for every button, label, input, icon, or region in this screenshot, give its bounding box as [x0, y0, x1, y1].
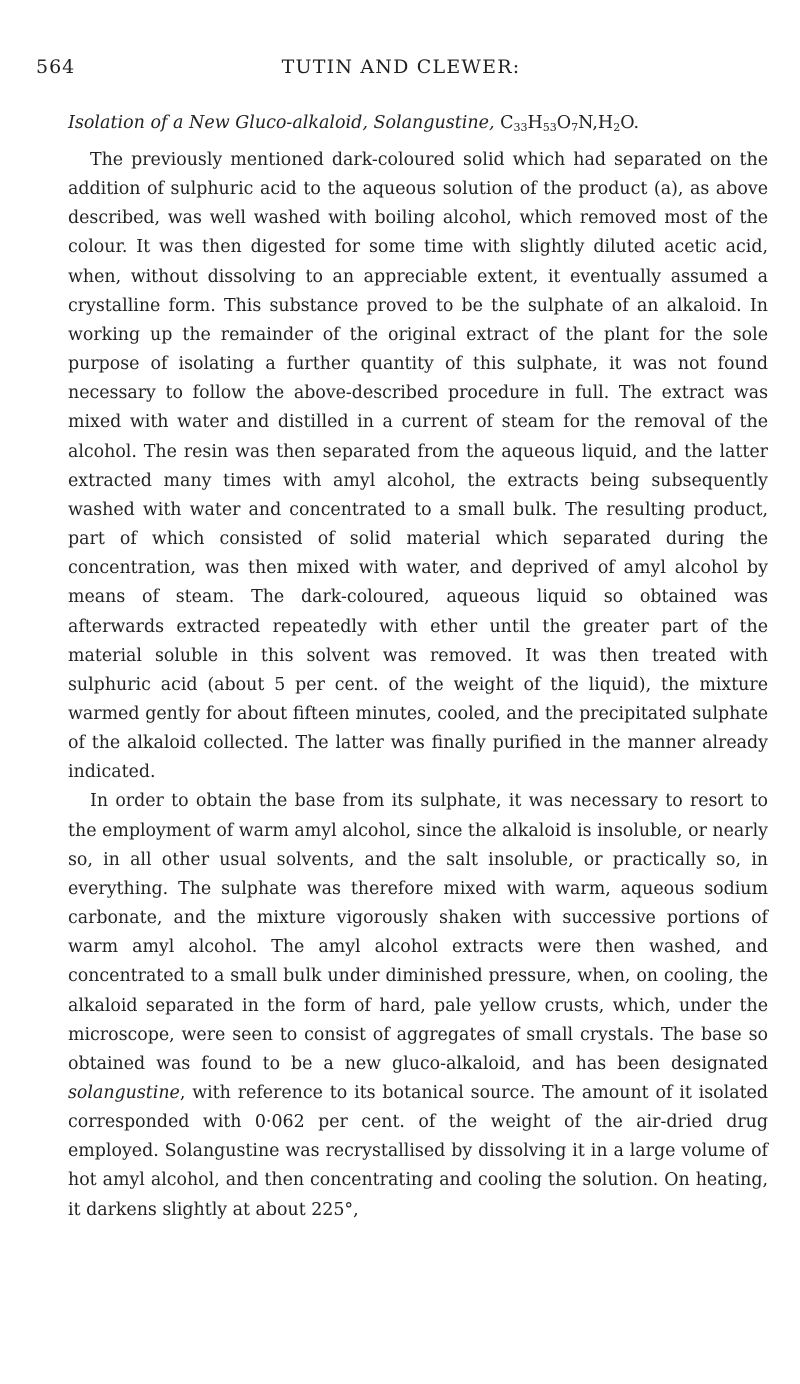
body-text [68, 146, 768, 1225]
italic-term: solangustine [68, 1083, 180, 1103]
running-title: TUTIN AND CLEWER: [281, 56, 521, 78]
paragraph-1: The previously mentioned dark-coloured solid which had separated on the addition of sulphuric acid to the aqueous solution of the product (a), as above described, was well washed with boiling alcohol, which removed most of the colour. It was then digested for some time with slightly diluted acetic acid, when, without dissolving to an appreciable extent, it eventually assumed a crystalline form. This substance proved to be the sulphate of an alkaloid. In working up the remainder of the original extract of the plant for the sole purpose of isolating a further quantity of this sulphate, it was not found necessary to follow the above-described procedure in full. The extract was mixed with water and distilled in a current of steam for the removal of the alcohol. The resin was then separated from the aqueous liquid, and the latter extracted many times with amyl alcohol, the extracts being subsequently washed with water and concentrated to a small bulk. The resulting product, part of which consisted of solid material which separated during the concentration, was then mixed with water, and deprived of amyl alcohol by means of steam. The dark-coloured, aqueous liquid so obtained was afterwards extracted repeatedly with ether until the greater part of the material soluble in this solvent was removed. It was then treated with sulphuric acid (about 5 per cent. of the weight of the liquid), the mixture warmed gently for about fifteen minutes, cooled, and the precipitated sulphate of the alkaloid collected. The latter was finally purified in the manner already indicated. [68, 150, 768, 783]
section-title-text: Isolation of a New Gluco-alkaloid, Solangustine, [68, 113, 501, 133]
paragraph-2: In order to obtain the base from its sulphate, it was necessary to resort to the employment of warm amyl alcohol, since the alkaloid is insoluble, or nearly so, in all other usual solvents, and the salt insoluble, or practically so, in everything. The sulphate was therefore mixed with warm, aqueous sodium carbonate, and the mixture vigorously shaken with successive portions of warm amyl alcohol. The amyl alcohol extracts were then washed, and concentrated to a small bulk under diminished pressure, when, on cooling, the alkaloid separated in the form of hard, pale yellow crusts, which, under the microscope, were seen to consist of aggregates of small crystals. The base so obtained was found to be a new gluco-alkaloid, and has been designated solangustine, with reference to its botanical source. The amount of it isolated corresponded with 0·062 per cent. of the weight of the air-dried drug employed. Solangustine was recrystallised by dissolving it in a large volume of hot amyl alcohol, and then concentrating and cooling the solution. On heating, it darkens slightly at about 225°, [68, 791, 768, 1220]
page-number: 564 [36, 56, 76, 78]
chemical-formula: $C_{33}H_{53}O_7N,H_2O$. [500, 113, 640, 134]
running-head [36, 56, 766, 86]
section-title [68, 113, 768, 134]
